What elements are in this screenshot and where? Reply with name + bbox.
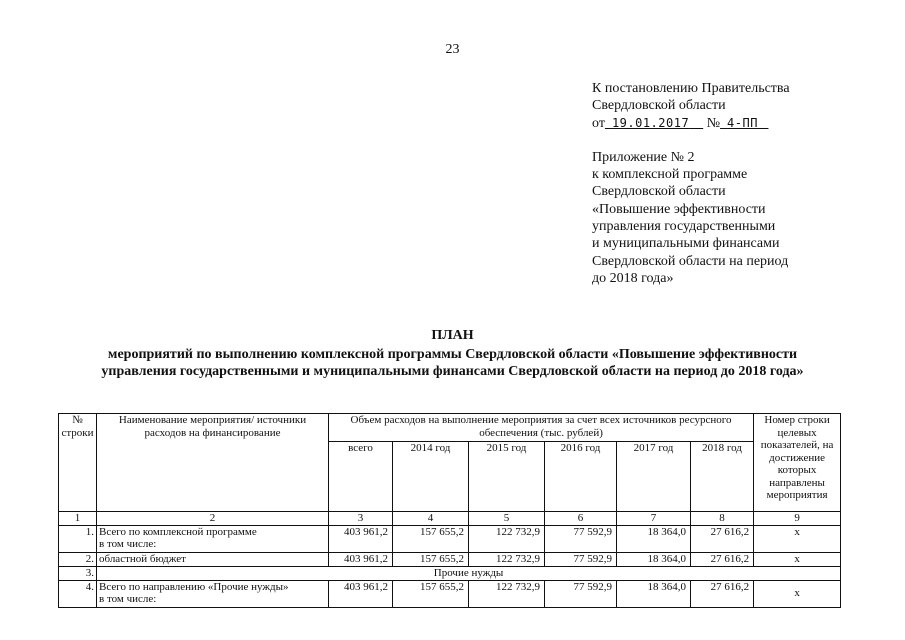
row-2018: 27 616,2 (691, 525, 754, 552)
appendix-line: Свердловской области (592, 184, 726, 200)
row-number: 2. (59, 552, 97, 566)
row-number: 3. (59, 566, 97, 580)
header-volume: Объем расходов на выполнение мероприятия за счет всех источников ресурсного обеспечения (тыс. рублей) (329, 414, 754, 442)
row-total: 403 961,2 (329, 580, 393, 607)
row-2017: 18 364,0 (617, 525, 691, 552)
resolution-date-line (592, 115, 790, 132)
row-2016: 77 592,9 (545, 552, 617, 566)
table-header-row (59, 414, 841, 442)
row-2014: 157 655,2 (393, 525, 469, 552)
appendix-line: и муниципальными финансами (592, 236, 780, 252)
header-attachment-block (592, 80, 790, 287)
resolution-date: 19.01.2017 (611, 115, 690, 130)
column-number-row (59, 512, 841, 526)
header-row-number: № строки (59, 414, 97, 512)
resolution-number: 4-ПП (727, 115, 758, 130)
row-total: 403 961,2 (329, 552, 393, 566)
row-2016: 77 592,9 (545, 580, 617, 607)
table-section-row (59, 566, 841, 580)
appendix-line: управления государственными (592, 219, 776, 235)
row-name: Всего по направлению «Прочие нужды» в том числе: (97, 580, 329, 607)
row-number: 4. (59, 580, 97, 607)
plan-heading: ПЛАН (431, 328, 474, 343)
row-name: областной бюджет (97, 552, 329, 566)
row-2016: 77 592,9 (545, 525, 617, 552)
row-target: х (754, 525, 841, 552)
row-target: х (754, 552, 841, 566)
appendix-line: до 2018 года» (592, 270, 674, 286)
column-number: 6 (545, 512, 617, 526)
row-total: 403 961,2 (329, 525, 393, 552)
header-2018: 2018 год (691, 442, 754, 512)
row-2017: 18 364,0 (617, 580, 691, 607)
table-row (59, 525, 841, 552)
appendix-line: Свердловской области на период (592, 253, 789, 269)
table-row (59, 552, 841, 566)
column-number: 7 (617, 512, 691, 526)
header-target: Номер строки целевых показателей, на достижение которых направлены мероприятия (754, 414, 841, 512)
table-row (59, 580, 841, 607)
appendix-line: «Повышение эффективности (592, 201, 766, 217)
appendix-line: Приложение № 2 (592, 149, 695, 165)
column-number: 2 (97, 512, 329, 526)
row-2018: 27 616,2 (691, 552, 754, 566)
header-2016: 2016 год (545, 442, 617, 512)
header-total: всего (329, 442, 393, 512)
row-name: Всего по комплексной программе в том числе: (97, 525, 329, 552)
row-2014: 157 655,2 (393, 552, 469, 566)
row-2014: 157 655,2 (393, 580, 469, 607)
header-2015: 2015 год (469, 442, 545, 512)
row-2017: 18 364,0 (617, 552, 691, 566)
row-2015: 122 732,9 (469, 580, 545, 607)
column-number: 8 (691, 512, 754, 526)
header-2014: 2014 год (393, 442, 469, 512)
from-prefix: от (592, 115, 605, 131)
plan-title-line-1: мероприятий по выполнению комплексной программы Свердловской области «Повышение эффективности (107, 347, 798, 362)
column-number: 9 (754, 512, 841, 526)
row-target: х (754, 580, 841, 607)
row-2015: 122 732,9 (469, 525, 545, 552)
section-title: Прочие нужды (97, 566, 841, 580)
row-number: 1. (59, 525, 97, 552)
plan-title-line-2: управления государственными и муниципальными финансами Свердловской области на период до 2018 года» (101, 364, 804, 379)
page-number: 23 (445, 42, 460, 57)
row-2015: 122 732,9 (469, 552, 545, 566)
row-2018: 27 616,2 (691, 580, 754, 607)
column-number: 1 (59, 512, 97, 526)
header-2017: 2017 год (617, 442, 691, 512)
column-number: 5 (469, 512, 545, 526)
plan-table (58, 413, 841, 608)
appendix-line: к комплексной программе (592, 167, 748, 183)
header-name: Наименование мероприятия/ источники расходов на финансирование (97, 414, 329, 512)
resolution-line-2: Свердловской области (592, 98, 726, 114)
column-number: 3 (329, 512, 393, 526)
resolution-line-1: К постановлению Правительства (592, 81, 790, 96)
number-prefix: № (706, 115, 721, 131)
column-number: 4 (393, 512, 469, 526)
